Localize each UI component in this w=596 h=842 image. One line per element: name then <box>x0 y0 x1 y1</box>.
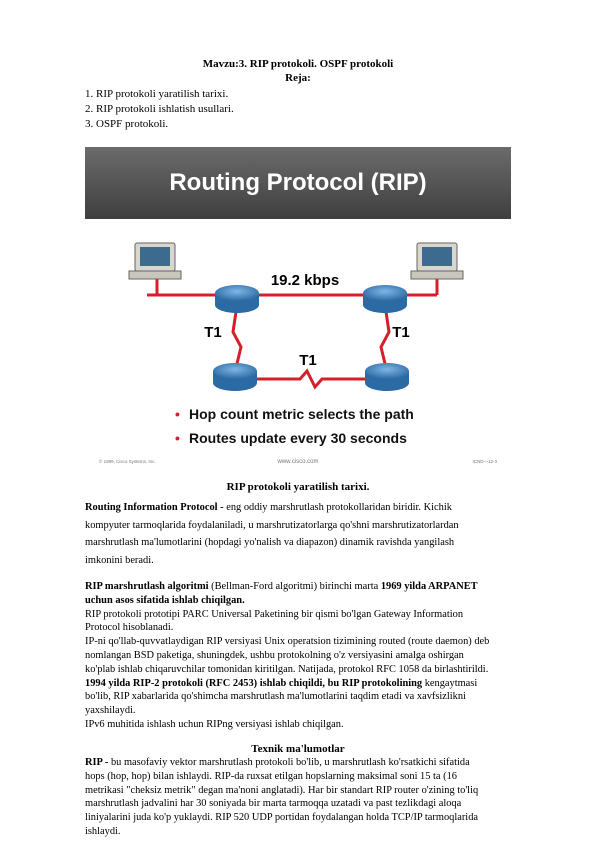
link-bottom-label: T1 <box>299 352 317 369</box>
link-right-t1 <box>381 305 389 372</box>
paragraph-1 <box>85 499 515 569</box>
paragraph-2-line-6: nomlangan BSD paketiga, shuningdek, ushbu protokolning o'z versiyasini amalga oshirgan <box>85 649 464 661</box>
paragraph-2-line-9: bo'lib, RIP xabarlarida qo'shimcha marshrutlash ma'lumotlarini taqdim etadi va xavfsizlikni <box>85 691 466 703</box>
link-right-label: T1 <box>392 324 410 341</box>
paragraph-3-line-3: metrikasi "cheksiz metrik" degan ma'noni anglatadi). Har bir standart RIP router o'zining to'liq <box>85 784 479 796</box>
paragraph-2-line-5: IP-ni qo'llab-quvvatlaydigan RIP versiyasi Unix operatsion tizimining routed (route daemon) deb <box>85 636 490 648</box>
bold-span: uchun asos sifatida ishlab chiqilgan. <box>85 594 245 606</box>
paragraph-3 <box>85 756 525 839</box>
computer-right-icon <box>411 243 463 279</box>
section-caption-history: RIP protokoli yaratilish tarixi. <box>226 481 370 493</box>
section-caption-technical: Texnik ma'lumotlar <box>251 743 345 755</box>
term-rip-algorithm: RIP marshrutlash algoritmi <box>85 581 209 592</box>
bullet-2-icon: • <box>175 430 180 446</box>
paragraph-3-line-4: marshrutlash jadvalini har 30 soniyada bir marta tarmoqqa uzatadi va past tezlikdagi aloqa <box>85 798 462 810</box>
paragraph-1-line-3: marshrutlash ma'lumotlarini (hopdagi yo'nalish va diapazon) dinamik ravishda yangilash <box>85 537 455 548</box>
paragraph-2-line-2 <box>85 594 525 608</box>
paragraph-2-line-1 <box>85 580 525 594</box>
figure-ref: ICND—12-3 <box>472 459 497 464</box>
paragraph-2-line-7: ko'plab ishlab chiqaruvchilar tomonidan kiritilgan. Natijada, protokol RFC 1058 da birlashtirildi. <box>85 663 489 675</box>
link-speed-label: 19.2 kbps <box>270 272 340 289</box>
link-bottom-t1 <box>253 371 370 387</box>
document-title: Mavzu:3. RIP protokoli. OSPF protokoli <box>202 58 394 70</box>
text-span: bu masofaviy vektor marshrutlash protokoli bo'lib, u marshrutlash ko'rsatkichi sifatida <box>108 757 470 768</box>
bold-span: 1969 yilda ARPANET <box>380 581 478 592</box>
paragraph-3-line-1 <box>85 756 525 770</box>
bullet-1-text: Hop count metric selects the path <box>189 406 414 422</box>
bullet-2-text: Routes update every 30 seconds <box>189 430 407 446</box>
figure-site: www.cisco.com <box>277 459 319 465</box>
plan-item-2: 2. RIP protokoli ishlatish usullari. <box>85 103 234 115</box>
paragraph-3-line-6: ishlaydi. <box>85 825 121 837</box>
router-bottom-left-icon <box>213 363 257 391</box>
figure-copyright: © 1999, Cisco Systems, Inc. <box>99 459 156 464</box>
router-right-icon <box>363 285 407 313</box>
router-bottom-right-icon <box>365 363 409 391</box>
rip-figure <box>85 147 511 468</box>
link-left-label: T1 <box>204 324 222 341</box>
paragraph-2-line-3: RIP protokoli prototipi PARC Universal Paketining bir qismi bo'lgan Gateway Information <box>85 608 464 620</box>
paragraph-2-line-8 <box>85 677 525 691</box>
paragraph-2-line-11: IPv6 muhitida ishlash uchun RIPng versiyasi ishlab chiqilgan. <box>85 718 344 730</box>
paragraph-1-line-1 <box>85 499 515 517</box>
figure-heading: Routing Protocol (RIP) <box>169 169 427 196</box>
plan-item-3: 3. OSPF protokoli. <box>85 118 169 130</box>
term-rip-short: RIP - <box>85 757 109 768</box>
plan-item-1: 1. RIP protokoli yaratilish tarixi. <box>85 88 229 100</box>
router-left-icon <box>215 285 259 313</box>
bullet-1-icon: • <box>175 406 180 422</box>
text-span: (Bellman-Ford algoritmi) birinchi marta <box>208 581 381 592</box>
text-span: kengaytmasi <box>422 677 478 689</box>
paragraph-1-line-2: kompyuter tarmoqlarida foydalaniladi, u marshrutizatorlarga qo'shni marshrutizatorlardan <box>85 519 459 531</box>
paragraph-3-line-2: hops (hop, hop) bilan ishlaydi. RIP-da ruxsat etilgan hopslarning maksimal soni 15 ta (16 <box>85 770 457 782</box>
paragraph-2-line-10: yaxshilaydi. <box>85 705 136 717</box>
computer-left-icon <box>129 243 181 279</box>
document-subtitle: Reja: <box>285 72 311 84</box>
paragraph-2 <box>85 580 525 732</box>
term-rip: Routing Information Protocol - <box>85 502 224 513</box>
paragraph-1-line-4: imkonini beradi. <box>85 554 154 566</box>
rip-diagram <box>85 147 511 468</box>
text-span: eng oddiy marshrutlash protokollaridan biridir. Kichik <box>223 502 452 513</box>
paragraph-2-line-4: Protocol hisoblanadi. <box>85 622 174 634</box>
link-left-t1 <box>233 305 241 372</box>
paragraph-3-line-5: liniyalarini juda ko'p yuklaydi. RIP 520 UDP portidan foydalangan holda TCP/IP tarmoqlarida <box>85 812 479 824</box>
bold-span: 1994 yilda RIP-2 protokoli (RFC 2453) ishlab chiqildi, bu RIP protokolining <box>85 677 423 689</box>
